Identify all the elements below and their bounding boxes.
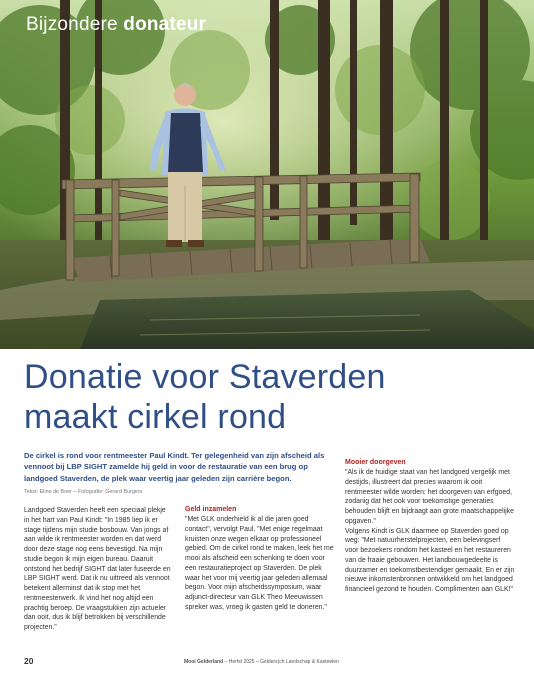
- page-number: 20: [24, 656, 34, 666]
- column-1-text: Landgoed Staverden heeft een speciaal plekje in het hart van Paul Kindt: "In 1985 liep ik er stage tijdens mijn studie bosbouw. Van jongs af aan wilde ik rentmeester worden en dat werd door deze stage nog eens bevestigd. Na mijn studie begon ik mijn eigen bureau. Daaruit ontstond het bedrijf SIGHT dat later fuseerde en LBP SIGHT werd. Dat ik nu uittreed als vennoot betekent allerminst dat ik stop met het rentmeesterwerk. Ik vind het nog altijd een prachtig beroep. De vraagstukken zijn actueler dan ooit, dus ik blijf betrokken bij verschillende projecten.": [24, 507, 171, 631]
- column-3-paragraph-2: Volgens Kindt is GLK daarmee op Staverden goed op weg: "Met natuurherstelprojecten, een belevingserf voor bezoekers rondom het kasteel en het restaureren van de fraaie gebouwen. Het landbouwgedeelte is duurzamer en toekomstbestendiger gemaakt. En er zijn nieuwe inkomstenbronnen ontwikkeld om het landgoed financieel gezond te houden. Complimenten aan GLK!": [345, 527, 515, 593]
- article-lead: De cirkel is rond voor rentmeester Paul Kindt. Ter gelegenheid van zijn afscheid als vennoot bij LBP SIGHT zamelde hij geld in voor de restauratie van een brug op landgoed Staverden, de plek waar veertig jaar geleden zijn carrière begon.: [24, 451, 325, 483]
- magazine-footer: [184, 659, 339, 665]
- kicker-light: Bijzondere: [26, 14, 118, 35]
- subheading-mooier-doorgeven: Mooier doorgeven: [345, 459, 406, 466]
- title-line-1: Donatie voor Staverden: [24, 358, 386, 396]
- article-title: [24, 357, 504, 437]
- kicker-bold: donateur: [123, 14, 207, 35]
- article-credit: Tekst: Eline de Boer – Fotografie: Gerard Burgers: [24, 489, 143, 495]
- title-line-2: maakt cirkel rond: [24, 398, 287, 436]
- column-2: [185, 505, 335, 613]
- column-2-text: "Met GLK onderhield ik al die jaren goed contact", vervolgt Paul. "Met enige regelmaat kruisten onze wegen elkaar op professioneel gebied. Om de cirkel rond te maken, leek het me mooi als afscheid een schenking te doen voor een restauratieproject op Staverden. De plek waar het voor mij veertig jaar geleden allemaal begon. Voor mijn afscheidssymposium, waar adjunct-directeur van GLK Theo Meeuwissen spreker was, vroeg ik gasten geld te doneren.": [185, 516, 334, 611]
- section-kicker: [26, 14, 206, 36]
- magazine-name: Mooi Gelderland: [184, 659, 224, 665]
- column-1: [24, 506, 172, 633]
- subheading-geld-inzamelen: Geld inzamelen: [185, 506, 237, 513]
- column-3: [345, 458, 515, 595]
- magazine-issue: – Herfst 2025 – Gelders(ch Landschap & Kasteelen: [224, 659, 339, 665]
- column-3-paragraph-1: "Als ik de huidige staat van het landgoed vergelijk met destijds, illustreert dat precies waarom ik ooit rentmeester wilde worden: het doorgeven van erfgoed, zodanig dat het ook voor toekomstige generaties behouden blijft en bijdraagt aan grote maatschappelijke opgaven.": [345, 469, 514, 525]
